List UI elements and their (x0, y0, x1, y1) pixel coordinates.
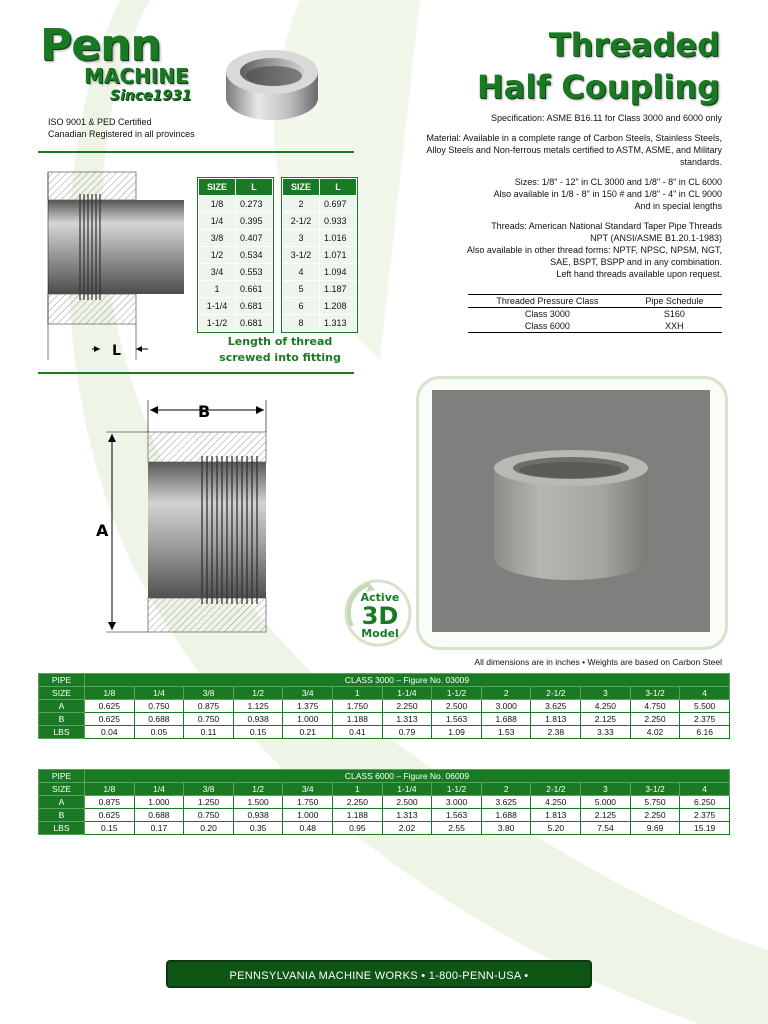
table-cell: 1.53 (481, 726, 531, 739)
table-cell: 1.750 (283, 796, 333, 809)
table-cell: 3/8 (199, 230, 236, 247)
table-row (39, 796, 730, 809)
table-header: L (320, 179, 357, 196)
table-cell: 1.125 (233, 700, 283, 713)
badge-model-label: Model (361, 627, 399, 640)
spec-specification: Specification: ASME B16.11 for Class 3000 and 6000 only (491, 113, 722, 123)
table-row (199, 315, 273, 332)
table-header: 1-1/4 (382, 783, 432, 796)
table-cell: 0.15 (85, 822, 135, 835)
table-header: 2-1/2 (531, 783, 581, 796)
table-header: Pipe Schedule (627, 295, 722, 308)
table-header: 1/4 (134, 783, 184, 796)
table-cell: 1.000 (134, 796, 184, 809)
table-cell: 5.500 (680, 700, 730, 713)
dim-label-l: L (112, 343, 121, 359)
table-row (199, 230, 273, 247)
page-title-line2: Half Coupling (476, 68, 720, 106)
table-cell: 1/2 (199, 247, 236, 264)
table-header: Threaded Pressure Class (468, 295, 627, 308)
table-header: 1/8 (85, 687, 135, 700)
table-cell: 0.20 (184, 822, 234, 835)
table-cell: 2 (283, 196, 320, 213)
table-title: CLASS 3000 – Figure No. 03009 (85, 674, 730, 687)
table-header: 3 (581, 783, 631, 796)
table-row (283, 298, 357, 315)
size-length-table-right (282, 178, 357, 332)
spec-threads: NPT (ANSI/ASME B1.20.1-1983) (590, 233, 722, 243)
table-title: CLASS 6000 – Figure No. 06009 (85, 770, 730, 783)
table-cell: 3/4 (199, 264, 236, 281)
row-label: LBS (39, 822, 85, 835)
table-cell: 0.938 (233, 809, 283, 822)
table-header: SIZE (199, 179, 236, 196)
table-cell: 0.15 (233, 726, 283, 739)
table-cell: 0.35 (233, 822, 283, 835)
table-header: PIPE (39, 770, 85, 783)
page-title-line1: Threaded (548, 26, 720, 64)
table-header: 2-1/2 (531, 687, 581, 700)
table-header: 1/2 (233, 783, 283, 796)
table-header: 1-1/2 (432, 687, 482, 700)
footer-bar (166, 960, 592, 1010)
table-cell: 1.688 (481, 713, 531, 726)
section-drawing-l (40, 164, 190, 360)
table-header: 3-1/2 (630, 687, 680, 700)
table-cell: 0.41 (333, 726, 383, 739)
table-cell: 3.625 (481, 796, 531, 809)
table-cell: 0.48 (283, 822, 333, 835)
table-cell: 0.625 (85, 713, 135, 726)
table-cell: 3 (283, 230, 320, 247)
table-header: PIPE (39, 674, 85, 687)
table-header: 3/8 (184, 687, 234, 700)
table-cell: 1-1/4 (199, 298, 236, 315)
spec-threads: Also available in other thread forms: NPTF, NPSC, NPSM, NGT, (466, 245, 722, 255)
table-cell: 2.500 (432, 700, 482, 713)
table-header: 1 (333, 687, 383, 700)
spec-material: standards. (679, 157, 722, 167)
table-row (39, 713, 730, 726)
table-cell: 0.407 (236, 230, 273, 247)
table-header: 3 (581, 687, 631, 700)
table-cell: 2.250 (630, 809, 680, 822)
caption-line: screwed into fitting (219, 351, 341, 364)
table-cell: 1.500 (233, 796, 283, 809)
table-cell: 8 (283, 315, 320, 332)
table-cell: 0.750 (134, 700, 184, 713)
table-cell: 1.313 (382, 713, 432, 726)
table-cell: 0.938 (233, 713, 283, 726)
class-3000-table (38, 673, 730, 739)
table-cell: 2.02 (382, 822, 432, 835)
table-cell: 0.534 (236, 247, 273, 264)
table-cell: 0.273 (236, 196, 273, 213)
table-cell: XXH (627, 320, 722, 333)
table-cell: 4.750 (630, 700, 680, 713)
table-cell: 1.313 (382, 809, 432, 822)
table-cell: 1.09 (432, 726, 482, 739)
table-cell: 4.250 (581, 700, 631, 713)
table-cell: 1.208 (320, 298, 357, 315)
table-row (39, 783, 730, 796)
table-cell: 0.395 (236, 213, 273, 230)
cert-canadian: Canadian Registered in all provinces (48, 129, 195, 139)
table-row (283, 247, 357, 264)
table-cell: 0.875 (184, 700, 234, 713)
spec-sizes: Sizes: 1/8" - 12" in CL 3000 and 1/8" - 8" in CL 6000 (514, 177, 722, 187)
table-cell: 0.04 (85, 726, 135, 739)
table-cell: 1.313 (320, 315, 357, 332)
row-label: B (39, 809, 85, 822)
table-cell: 4.250 (531, 796, 581, 809)
table-cell: 0.17 (134, 822, 184, 835)
table-cell: 1.000 (283, 809, 333, 822)
caption-line: Length of thread (227, 335, 333, 348)
active-3d-badge[interactable] (344, 578, 414, 648)
footer-website-link[interactable]: WWW.PENNUSA.COM (319, 998, 439, 1010)
table-cell: 0.553 (236, 264, 273, 281)
table-row (468, 308, 722, 321)
table-cell: 5.000 (581, 796, 631, 809)
table-cell: 0.681 (236, 315, 273, 332)
table-cell: 3.625 (531, 700, 581, 713)
class-6000-table (38, 769, 730, 835)
3d-model-viewer[interactable] (432, 390, 710, 632)
table-header: 4 (680, 687, 730, 700)
table-row (283, 213, 357, 230)
table-header: 3/8 (184, 783, 234, 796)
spec-threads: Left hand threads available upon request. (556, 269, 722, 279)
table-cell: 0.750 (184, 713, 234, 726)
table-cell: 1.094 (320, 264, 357, 281)
table-cell: 3.80 (481, 822, 531, 835)
size-length-table-left (198, 178, 273, 332)
table-cell: 0.05 (134, 726, 184, 739)
table-cell: 7.54 (581, 822, 631, 835)
table-row (283, 230, 357, 247)
table-cell: 15.19 (680, 822, 730, 835)
table-cell: 1.813 (531, 809, 581, 822)
table-cell: 1/4 (199, 213, 236, 230)
specifications (402, 112, 722, 288)
table-cell: 9.69 (630, 822, 680, 835)
table-header: 4 (680, 783, 730, 796)
table-cell: 0.625 (85, 809, 135, 822)
spec-threads: Threads: American National Standard Taper Pipe Threads (491, 221, 722, 231)
table-cell: Class 3000 (524, 309, 570, 319)
table-cell: 0.875 (85, 796, 135, 809)
divider-top (38, 151, 354, 153)
table-header: 1-1/4 (382, 687, 432, 700)
table-row (39, 822, 730, 835)
badge-active-label: Active (360, 591, 400, 604)
cert-iso: ISO 9001 & PED Certified (48, 117, 152, 127)
table-cell: 0.21 (283, 726, 333, 739)
table-header: 1/4 (134, 687, 184, 700)
product-photo (222, 36, 322, 128)
table-cell: 1.188 (333, 713, 383, 726)
table-cell: Class 6000 (468, 320, 627, 333)
table-cell: 6.16 (680, 726, 730, 739)
row-label: LBS (39, 726, 85, 739)
table-cell: 2.500 (382, 796, 432, 809)
table-cell: 2.375 (680, 713, 730, 726)
table-row (283, 281, 357, 298)
table-cell: 2.125 (581, 809, 631, 822)
spec-material: Material: Available in a complete range of Carbon Steels, Stainless Steels, (426, 133, 722, 143)
table-cell: 2.125 (581, 713, 631, 726)
dimensions-note: All dimensions are in inches • Weights are based on Carbon Steel (474, 657, 722, 667)
table-row (283, 315, 357, 332)
table-cell: 0.697 (320, 196, 357, 213)
table-cell: 2-1/2 (283, 213, 320, 230)
table-cell: 0.688 (134, 809, 184, 822)
table-cell: 4 (283, 264, 320, 281)
table-cell: 0.11 (184, 726, 234, 739)
table-cell: S160 (663, 309, 685, 319)
table-cell: 1.188 (333, 809, 383, 822)
spec-threads: SAE, BSPT, BSPP and in any combination. (550, 257, 722, 267)
dim-label-b: B (198, 402, 211, 421)
table-header: 1 (333, 783, 383, 796)
table-cell: 6 (283, 298, 320, 315)
table-row (39, 809, 730, 822)
table-cell: 1.187 (320, 281, 357, 298)
pressure-class-table (468, 294, 722, 333)
table-cell: 1.071 (320, 247, 357, 264)
divider-mid (38, 372, 354, 374)
row-label: SIZE (39, 687, 85, 700)
table-cell: 1.016 (320, 230, 357, 247)
row-label: B (39, 713, 85, 726)
section-drawing-ab (92, 396, 282, 640)
table-cell: 2.375 (680, 809, 730, 822)
table-cell: 1.563 (432, 809, 482, 822)
table-cell: 4.02 (630, 726, 680, 739)
table-cell: 1.250 (184, 796, 234, 809)
table-cell: 1.750 (333, 700, 383, 713)
table-cell: 0.661 (236, 281, 273, 298)
table-row (283, 196, 357, 213)
table-cell: 5 (283, 281, 320, 298)
table-cell: 5.20 (531, 822, 581, 835)
table-row (199, 247, 273, 264)
table-cell: 6.250 (680, 796, 730, 809)
table-cell: 2.55 (432, 822, 482, 835)
logo-since: Since1931 (110, 88, 192, 104)
table-cell: 0.750 (184, 809, 234, 822)
spec-sizes: Also available in 1/8 - 8" in 150 # and 1/8" - 4" in CL 9000 (493, 189, 722, 199)
spec-material: Alloy Steels and Non-ferrous metals certified to ASTM, ASME, and Military (426, 145, 722, 155)
spec-sizes: And in special lengths (634, 201, 722, 211)
table-row (199, 213, 273, 230)
table-cell: 3.33 (581, 726, 631, 739)
table-cell: 0.681 (236, 298, 273, 315)
table-header: L (236, 179, 273, 196)
table-header: 3/4 (283, 783, 333, 796)
table-cell: 1 (199, 281, 236, 298)
table-cell: 1-1/2 (199, 315, 236, 332)
dim-label-a: A (96, 521, 109, 540)
table-cell: 3.000 (432, 796, 482, 809)
table-row (199, 196, 273, 213)
table-cell: 1.000 (283, 713, 333, 726)
table-row (39, 726, 730, 739)
table-header: 2 (481, 783, 531, 796)
row-label: A (39, 796, 85, 809)
table-row (199, 298, 273, 315)
table-cell: 0.95 (333, 822, 383, 835)
table-header: 2 (481, 687, 531, 700)
table-row (199, 281, 273, 298)
badge-3d-label: 3D (361, 602, 399, 630)
table-cell: 1.563 (432, 713, 482, 726)
table-cell: 0.625 (85, 700, 135, 713)
table-cell: 3-1/2 (283, 247, 320, 264)
table-cell: 0.688 (134, 713, 184, 726)
table-cell: 3.000 (481, 700, 531, 713)
table-header: SIZE (283, 179, 320, 196)
table-cell: 1.813 (531, 713, 581, 726)
table-cell: 1.688 (481, 809, 531, 822)
table-cell: 2.250 (630, 713, 680, 726)
table-header: 3-1/2 (630, 783, 680, 796)
table-row (468, 320, 722, 333)
table-row (283, 264, 357, 281)
table-header: 1/8 (85, 783, 135, 796)
table-cell: 2.250 (333, 796, 383, 809)
table-cell: 2.250 (382, 700, 432, 713)
table-cell: 5.750 (630, 796, 680, 809)
table-header: 1/2 (233, 687, 283, 700)
logo-machine: MACHINE (84, 64, 189, 88)
table-row (39, 700, 730, 713)
table-cell: 1.375 (283, 700, 333, 713)
table-cell: 0.79 (382, 726, 432, 739)
table-header: 3/4 (283, 687, 333, 700)
table-row (39, 687, 730, 700)
row-label: A (39, 700, 85, 713)
logo-penn: Penn (40, 20, 161, 71)
table-cell: 0.933 (320, 213, 357, 230)
table-cell: 1/8 (199, 196, 236, 213)
table-row (199, 264, 273, 281)
table-cell: 2.38 (531, 726, 581, 739)
row-label: SIZE (39, 783, 85, 796)
footer-text: PENNSYLVANIA MACHINE WORKS • 1-800-PENN-USA • (229, 970, 529, 982)
table-header: 1-1/2 (432, 783, 482, 796)
thread-length-caption (212, 334, 348, 366)
